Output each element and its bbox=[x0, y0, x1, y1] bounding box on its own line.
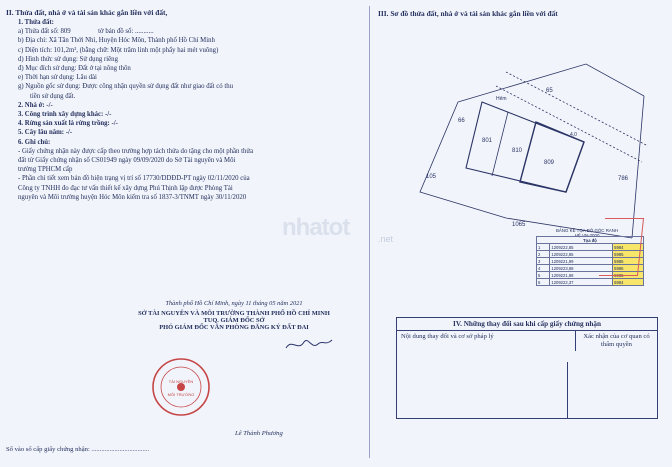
parcel-number: 809 bbox=[60, 28, 71, 36]
parcel-label: a) Thửa đất số: bbox=[18, 28, 59, 36]
tuq-line: TUQ. GIÁM ĐỐC SỞ bbox=[203, 317, 265, 324]
changes-title: IV. Những thay đổi sau khi cấp giấy chứng nhận bbox=[397, 318, 657, 331]
address-line: b) Địa chỉ: Xã Tân Thới Nhì, Huyện Hóc Môn, Thành phố Hồ Chí Minh bbox=[18, 37, 215, 45]
coord-cell: 5986 bbox=[613, 265, 644, 272]
svg-text:MÔI TRƯỜNG: MÔI TRƯỜNG bbox=[167, 392, 195, 397]
house-line: 2. Nhà ở: -/- bbox=[18, 101, 53, 109]
coord-cell: 4 bbox=[537, 265, 550, 272]
coord-header: Tọa độ bbox=[537, 237, 644, 244]
date-line: Thành phố Hồ Chí Minh, ngày 11 tháng 05 năm 2021 bbox=[165, 300, 303, 307]
note-line: đất từ Giấy chứng nhận số CS01949 ngày 09/09/2020 do Sở Tài nguyên và Môi bbox=[18, 157, 236, 165]
area-line: c) Diện tích: 101,2m², (bằng chữ: Một trăm linh một phẩy hai mét vuông) bbox=[18, 46, 219, 54]
coord-cell: 5985 bbox=[613, 272, 644, 279]
forest-line: 4. Rừng sản xuất là rừng trồng: -/- bbox=[18, 120, 118, 128]
map-label-width: 4,0 bbox=[570, 132, 577, 138]
map-plot-divider bbox=[492, 112, 508, 176]
map-label-north-left: 66 bbox=[458, 118, 465, 124]
notes-heading: 6. Ghi chú: bbox=[18, 138, 51, 146]
map-label-plot-left: 801 bbox=[482, 138, 493, 144]
footer-line: Số vào sổ cấp giấy chứng nhận: ................................... bbox=[6, 446, 150, 453]
origin-line-2: tiền sử dụng đất. bbox=[30, 92, 76, 100]
changes-header bbox=[397, 331, 657, 351]
coord-caption-line: HỆ VN-2000 bbox=[574, 233, 600, 238]
origin-line-1: g) Nguồn gốc sử dụng: Được công nhận quyền sử dụng đất như giao đất có thu bbox=[18, 83, 234, 91]
map-label-plot-main: 809 bbox=[544, 160, 555, 166]
map-section-title: III. Sơ đồ thửa đất, nhà ở và tài sản khác gắn liền với đất bbox=[378, 9, 558, 18]
coord-cell: 5985 bbox=[613, 258, 644, 265]
coord-cell: 1209221,88 bbox=[550, 272, 613, 279]
org-line: SỞ TÀI NGUYÊN VÀ MÔI TRƯỜNG THÀNH PHỐ HỒ CHÍ MINH bbox=[138, 310, 330, 317]
coord-caption-line: BẢNG KÊ TỌA ĐỘ GÓC RANH bbox=[556, 228, 619, 233]
parcel-line bbox=[6, 27, 366, 36]
deputy-line: PHÓ GIÁM ĐỐC VĂN PHÒNG ĐĂNG KÝ ĐẤT ĐAI bbox=[159, 324, 309, 331]
watermark: nhatot bbox=[282, 214, 350, 241]
coord-cell: 5984 bbox=[613, 244, 644, 251]
coord-cell: 5984 bbox=[613, 279, 644, 286]
note-line: - Phần chỉ tiết xem bản đồ hiện trạng vị trí số 17730/DDĐD-PT ngày 02/11/2020 của bbox=[18, 175, 250, 183]
map-label-north-right: 65 bbox=[546, 88, 553, 94]
watermark-tld: .net bbox=[378, 234, 394, 244]
map-label-plot-center: 810 bbox=[512, 148, 523, 154]
official-stamp bbox=[150, 356, 212, 418]
note-line: - Giấy chứng nhận này được cấp theo trường hợp tách thửa do tặng cho một phần thửa bbox=[18, 147, 254, 155]
coord-cell: 1209221,99 bbox=[550, 258, 613, 265]
coord-cell: 1209222,37 bbox=[550, 279, 613, 286]
coord-cell: 3 bbox=[537, 258, 550, 265]
usage-form-line: d) Hình thức sử dụng: Sử dụng riêng bbox=[18, 55, 118, 63]
signer-name: Lê Thành Phương bbox=[235, 430, 283, 437]
usage-purpose-line: đ) Mục đích sử dụng: Đất ở tại nông thôn bbox=[18, 65, 131, 73]
map-road-line bbox=[506, 72, 648, 146]
coord-cell: 5 bbox=[537, 272, 550, 279]
table-row bbox=[537, 279, 644, 286]
highlight-bracket bbox=[599, 218, 644, 276]
construction-line: 3. Công trình xây dựng khác: -/- bbox=[18, 111, 112, 119]
changes-col-confirm: Xác nhận của cơ quan có thẩm quyền bbox=[583, 333, 650, 348]
map-label-bottom: 1065 bbox=[512, 222, 526, 228]
perennial-line: 5. Cây lâu năm: -/- bbox=[18, 129, 73, 137]
coord-cell: 5985 bbox=[613, 251, 644, 258]
coord-cell: 1209222,85 bbox=[550, 251, 613, 258]
svg-text:TÀI NGUYÊN: TÀI NGUYÊN bbox=[168, 379, 194, 384]
coord-cell: 1209223,88 bbox=[550, 265, 613, 272]
map-label-east: 786 bbox=[618, 176, 629, 182]
changes-body bbox=[397, 362, 657, 418]
column-divider bbox=[369, 6, 370, 458]
note-line: Công ty TNHH đo đạc tư vấn thiết kế xây dựng Phú Thịnh lập được Phòng Tài bbox=[18, 184, 233, 192]
changes-divider bbox=[567, 362, 568, 418]
signature-block bbox=[100, 300, 368, 455]
coord-cell: 6 bbox=[537, 279, 550, 286]
coord-cell: 1 bbox=[537, 244, 550, 251]
map-boundary-north bbox=[458, 64, 644, 102]
map-boundary-east bbox=[632, 96, 644, 238]
note-line: trường TPHCM cấp bbox=[18, 166, 73, 174]
usage-term-line: e) Thời hạn sử dụng: Lâu dài bbox=[18, 74, 97, 82]
map-label-left-low: 105 bbox=[426, 174, 437, 180]
map-plot-strip bbox=[466, 102, 584, 192]
land-heading: 1. Thửa đất: bbox=[18, 19, 54, 26]
changes-box bbox=[396, 317, 658, 419]
note-line: nguyên và Môi trường huyện Hóc Môn kiểm tra số 1837-3/TNMT ngày 30/11/2020 bbox=[18, 193, 247, 201]
signature-mark bbox=[284, 334, 334, 354]
section-title: II. Thửa đất, nhà ở và tài sản khác gắn liền với đất, bbox=[6, 8, 168, 17]
coord-cell: 2 bbox=[537, 251, 550, 258]
map-label-road: Hẻm bbox=[496, 96, 507, 102]
coord-cell: 1209222,85 bbox=[550, 244, 613, 251]
parcel-sheet: tờ bản đồ số: ........... bbox=[98, 28, 154, 36]
changes-col-content: Nội dung thay đổi và cơ sở pháp lý bbox=[397, 331, 576, 351]
